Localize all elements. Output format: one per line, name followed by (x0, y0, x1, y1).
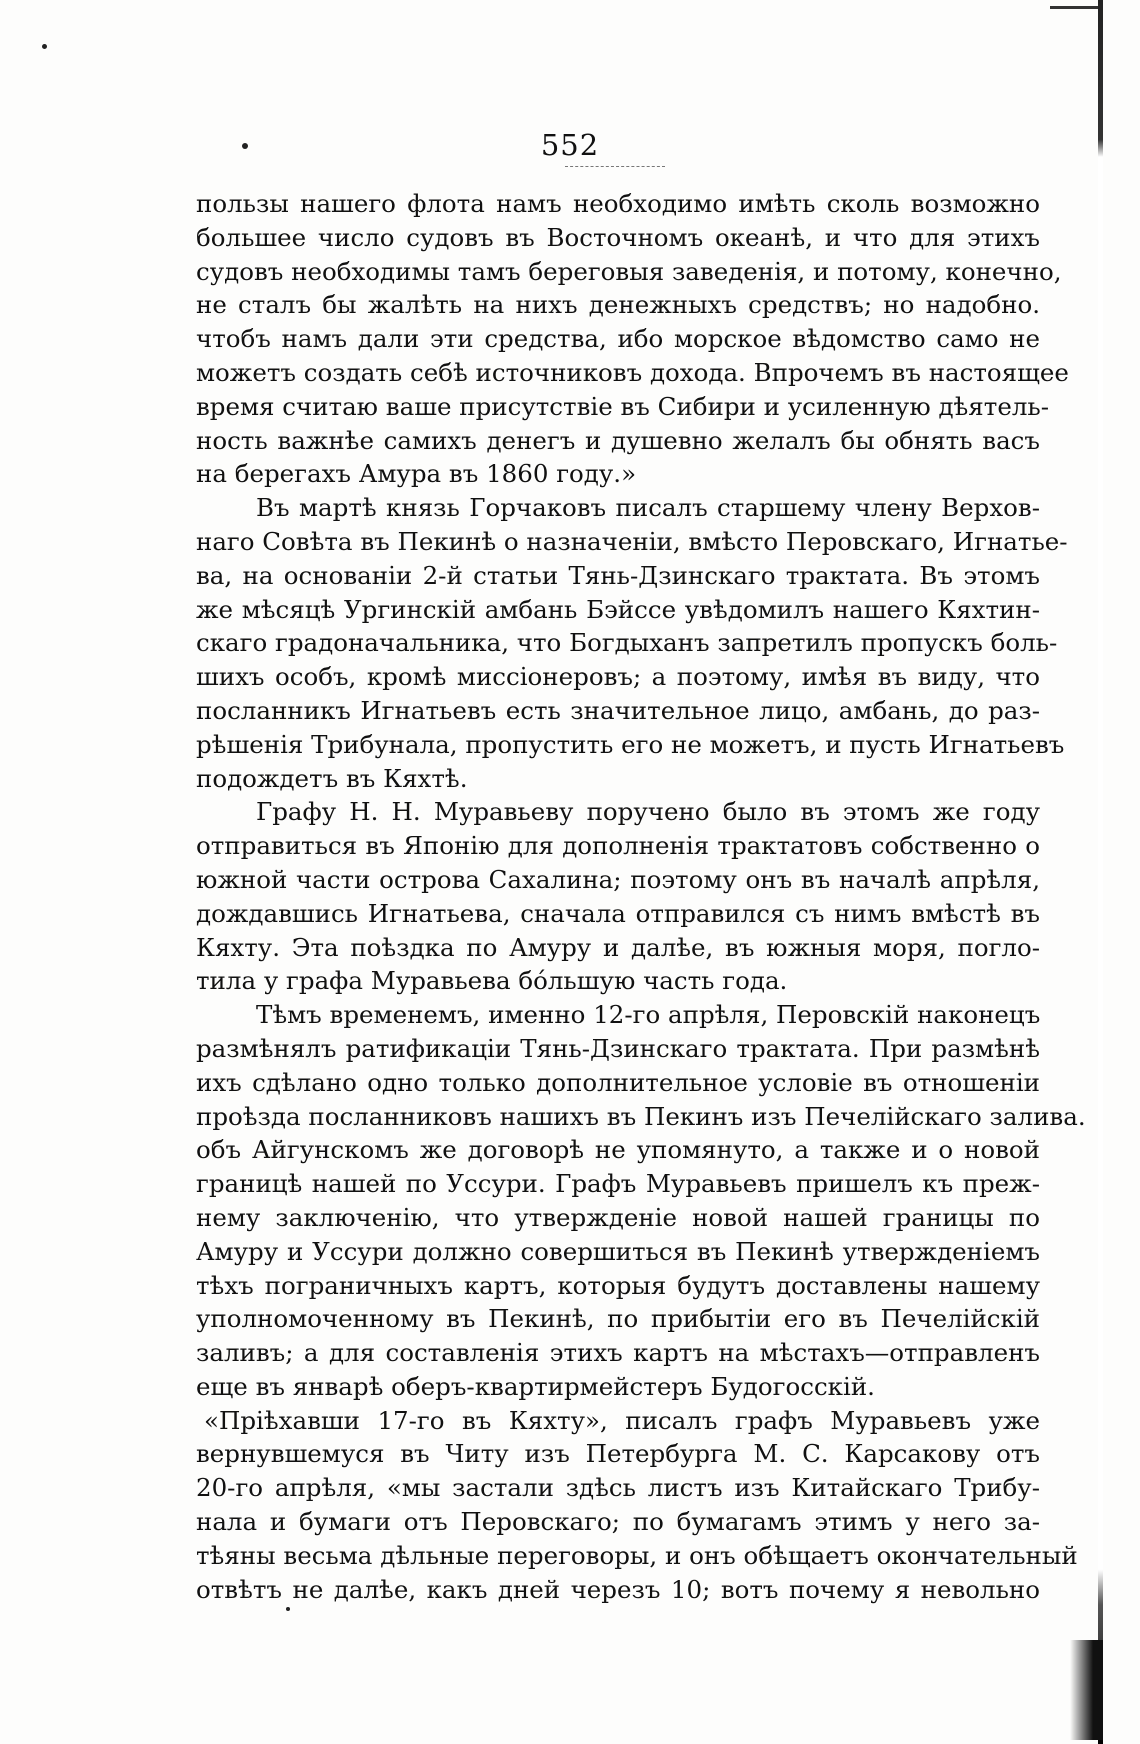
text-line: же мѣсяцѣ Ургинскій амбань Бэйссе увѣдомилъ нашего Кяхтин- (196, 594, 1040, 624)
text-line: можетъ создать себѣ источниковъ дохода. Впрочемъ въ настоящее (196, 357, 1069, 387)
text-line: вернувшемуся въ Читу изъ Петербурга М. С. Карсакову отъ (196, 1439, 1040, 1469)
text-line: шихъ особъ, кромѣ миссіонеровъ; а поэтому, имѣя въ виду, что (196, 662, 1040, 692)
text-line: на берегахъ Амура въ 1860 году.» (196, 459, 637, 489)
text-line: ихъ сдѣлано одно только дополнительное условіе въ отношеніи (196, 1067, 1040, 1097)
text-line: ность важнѣе самихъ денегъ и душевно желалъ бы обнять васъ (196, 425, 1040, 455)
text-line: тила у графа Муравьева бóльшую часть года. (196, 966, 788, 996)
text-line: размѣнялъ ратификаціи Тянь-Дзинскаго трактата. При размѣнѣ (196, 1033, 1040, 1063)
text-line: Тѣмъ временемъ, именно 12-го апрѣля, Перовскій наконецъ (256, 1000, 1041, 1030)
text-line: не сталъ бы жалѣть на нихъ денежныхъ средствъ; но надобно. (196, 290, 1040, 320)
text-line: Амуру и Уссури должно совершиться въ Пекинѣ утвержденіемъ (196, 1236, 1040, 1266)
text-line: пользы нашего флота намъ необходимо имѣть сколь возможно (196, 189, 1040, 218)
text-line: границѣ нашей по Уссури. Графъ Муравьевъ пришелъ къ преж- (196, 1169, 1040, 1199)
page-number-rule (565, 166, 665, 167)
text-line: подождетъ въ Кяхтѣ. (196, 763, 468, 793)
text-line: южной части острова Сахалина; поэтому онъ въ началѣ апрѣля, (196, 864, 1040, 894)
text-line: тѣхъ пограничныхъ картъ, которыя будутъ доставлены нашему (196, 1270, 1040, 1300)
text-line: наго Совѣта въ Пекинѣ о назначеніи, вмѣсто Перовскаго, Игнатье- (196, 526, 1068, 556)
text-line: отвѣтъ не далѣе, какъ дней черезъ 10; вотъ почему я невольно (196, 1574, 1040, 1604)
text-line: 20-го апрѣля, «мы застали здѣсь листъ изъ Китайскаго Трибу- (196, 1473, 1040, 1503)
page-edge-bottom-shadow (1070, 1640, 1103, 1740)
text-line: Кяхту. Эта поѣздка по Амуру и далѣе, въ южныя моря, погло- (196, 932, 1040, 962)
body-text (196, 187, 1086, 1606)
page-edge-right (1098, 0, 1103, 1744)
text-line: дождавшись Игнатьева, сначала отправился съ нимъ вмѣстѣ въ (196, 898, 1040, 928)
text-line: большее число судовъ въ Восточномъ океанѣ, и что для этихъ (196, 222, 1040, 252)
text-line: объ Айгунскомъ же договорѣ не упомянуто, а также и о новой (196, 1135, 1040, 1165)
text-line: рѣшенія Трибунала, пропустить его не можетъ, и пусть Игнатьевъ (196, 729, 1065, 759)
text-line: «Пріѣхавши 17-го въ Кяхту», писалъ графъ Муравьевъ уже (204, 1405, 1040, 1435)
text-line: ва, на основаніи 2-й статьи Тянь-Дзинскаго трактата. Въ этомъ (196, 560, 1040, 590)
text-line: нему заключенію, что утвержденіе новой нашей границы по (196, 1202, 1040, 1232)
text-line: Графу Н. Н. Муравьеву поручено было въ этомъ же году (256, 797, 1040, 827)
text-line: судовъ необходимы тамъ береговыя заведенія, и потому, конечно, (196, 256, 1062, 286)
text-line: время считаю ваше присутствіе въ Сибири и усиленную дѣятель- (196, 391, 1050, 421)
page-edge-top (1050, 6, 1102, 9)
text-line: чтобъ намъ дали эти средства, ибо морское вѣдомство само не (196, 324, 1040, 354)
text-line: скаго градоначальника, что Богдыханъ запретилъ пропускъ боль- (196, 628, 1058, 658)
page-number: 552 (540, 128, 600, 162)
text-line: нала и бумаги отъ Перовскаго; по бумагамъ этимъ у него за- (196, 1507, 1040, 1537)
text-line: тѣяны весьма дѣльные переговоры, и онъ обѣщаетъ окончательный (196, 1540, 1078, 1570)
scan-speck (42, 44, 47, 49)
text-line: отправиться въ Японію для дополненія трактатовъ собственно о (196, 831, 1040, 861)
text-line: Въ мартѣ князь Горчаковъ писалъ старшему члену Верхов- (256, 493, 1040, 523)
text-line: уполномоченному въ Пекинѣ, по прибытіи его въ Печелійскій (196, 1304, 1040, 1334)
scan-speck (286, 1607, 290, 1611)
text-line: посланникъ Игнатьевъ есть значительное лицо, амбань, до раз- (196, 695, 1040, 725)
text-line: заливъ; а для составленія этихъ картъ на мѣстахъ—отправленъ (196, 1338, 1040, 1368)
text-line: еще въ январѣ оберъ-квартирмейстеръ Будогосскій. (196, 1371, 875, 1401)
text-line: проѣзда посланниковъ нашихъ въ Пекинъ изъ Печелійскаго залива. (196, 1101, 1086, 1131)
